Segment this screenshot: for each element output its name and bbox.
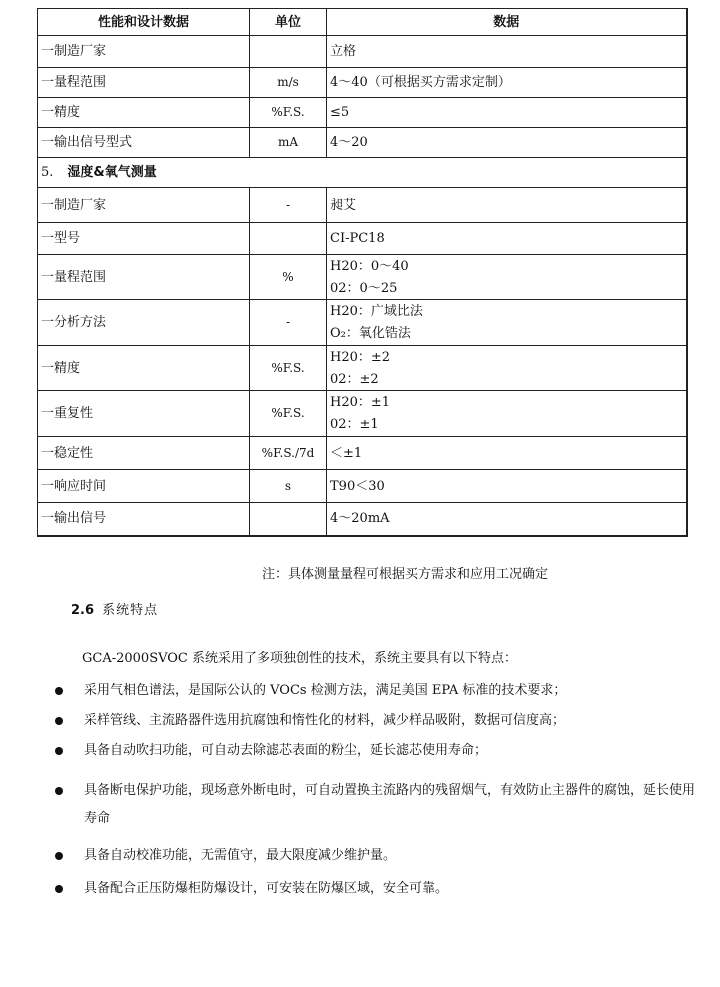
table-row xyxy=(38,223,687,255)
unit-cell xyxy=(250,36,327,68)
feature-item: 采样管线、主流路器件选用抗腐蚀和惰性化的材料，减少样品吸附，数据可信度高； xyxy=(84,713,566,728)
header-param: 性能和设计数据 xyxy=(38,9,250,36)
unit-cell: m/s xyxy=(250,68,327,98)
value-line: T90＜30 xyxy=(330,478,385,494)
table-row xyxy=(38,36,687,68)
value-cell xyxy=(327,470,687,503)
value-cell xyxy=(327,223,687,255)
param-name-cell: 一制造厂家 xyxy=(38,188,250,223)
section-title-cell xyxy=(38,158,687,188)
value-cell xyxy=(327,98,687,128)
spec-table xyxy=(37,8,688,537)
param-name-cell: 一制造厂家 xyxy=(38,36,250,68)
value-line: 昶艾 xyxy=(330,197,357,213)
table-row xyxy=(38,346,687,391)
value-line: 02：±2 xyxy=(330,371,379,387)
bullet-dot-icon xyxy=(55,787,63,795)
unit-cell: mA xyxy=(250,128,327,158)
table-row xyxy=(38,391,687,437)
section-title: 系统特点 xyxy=(102,603,159,618)
unit-cell xyxy=(250,223,327,255)
value-cell xyxy=(327,437,687,470)
bullet-dot-icon xyxy=(55,852,63,860)
feature-item: 具备自动校准功能，无需值守，最大限度减少维护量。 xyxy=(84,848,397,863)
value-cell xyxy=(327,128,687,158)
bullet-dot-icon xyxy=(55,747,63,755)
table-row xyxy=(38,503,687,536)
table-row xyxy=(38,437,687,470)
table-row xyxy=(38,300,687,346)
value-line: 4～20 xyxy=(330,135,368,150)
spec-table-body xyxy=(38,36,687,536)
unit-cell xyxy=(250,503,327,536)
section-number: 2.6 xyxy=(71,603,95,618)
header-unit: 单位 xyxy=(250,9,327,36)
unit-cell: s xyxy=(250,470,327,503)
table-row xyxy=(38,188,687,223)
feature-item: 具备自动吹扫功能，可自动去除滤芯表面的粉尘，延长滤芯使用寿命； xyxy=(84,743,488,758)
value-cell xyxy=(327,503,687,536)
bullet-dot-icon xyxy=(55,717,63,725)
unit-cell: % xyxy=(250,255,327,300)
value-cell xyxy=(327,346,687,391)
section-heading xyxy=(71,599,158,618)
param-name-cell: 一量程范围 xyxy=(38,255,250,300)
section-row-number: 5. xyxy=(41,165,54,180)
value-line: 4～20mA xyxy=(330,511,390,527)
table-note: 注：具体测量量程可根据买方需求和应用工况确定 xyxy=(262,567,549,582)
value-line: 02：0～25 xyxy=(330,280,398,296)
feature-item: 采用气相色谱法，是国际公认的 VOCs 检测方法，满足美国 EPA 标准的技术要求； xyxy=(84,683,567,698)
value-line: H20：广域比法 xyxy=(330,304,423,319)
param-name-cell: 一稳定性 xyxy=(38,437,250,470)
value-line: H20：0～40 xyxy=(330,258,409,274)
value-line: 4～40（可根据买方需求定制） xyxy=(330,75,511,90)
value-line: 立格 xyxy=(330,44,357,59)
table-row xyxy=(38,98,687,128)
value-cell xyxy=(327,36,687,68)
section-row xyxy=(38,158,687,188)
value-cell xyxy=(327,300,687,346)
intro-paragraph: GCA-2000SVOC 系统采用了多项独创性的技术，系统主要具有以下特点： xyxy=(82,651,517,666)
value-cell xyxy=(327,188,687,223)
bullet-dot-icon xyxy=(55,885,63,893)
param-name-cell: 一重复性 xyxy=(38,391,250,437)
param-name-cell: 一量程范围 xyxy=(38,68,250,98)
param-name-cell: 一精度 xyxy=(38,98,250,128)
feature-item: 具备配合正压防爆柜防爆设计，可安装在防爆区域，安全可靠。 xyxy=(84,881,449,896)
unit-cell: - xyxy=(250,300,327,346)
table-row xyxy=(38,128,687,158)
value-line: H20：±2 xyxy=(330,349,391,365)
section-row-title: 湿度&氧气测量 xyxy=(67,165,157,180)
table-row xyxy=(38,470,687,503)
unit-cell: %F.S. xyxy=(250,346,327,391)
param-name-cell: 一型号 xyxy=(38,223,250,255)
param-name-cell: 一精度 xyxy=(38,346,250,391)
unit-cell: - xyxy=(250,188,327,223)
param-name-cell: 一输出信号 xyxy=(38,503,250,536)
table-row xyxy=(38,68,687,98)
value-line: 02：±1 xyxy=(330,417,379,432)
value-line: H20：±1 xyxy=(330,395,391,410)
param-name-cell: 一分析方法 xyxy=(38,300,250,346)
table-header-row xyxy=(38,9,687,36)
value-cell xyxy=(327,68,687,98)
bullet-dot-icon xyxy=(55,687,63,695)
value-line: ≤5 xyxy=(330,105,350,120)
unit-cell: %F.S./7d xyxy=(250,437,327,470)
table-row xyxy=(38,255,687,300)
value-cell xyxy=(327,255,687,300)
feature-item: 具备断电保护功能，现场意外断电时，可自动置换主流路内的残留烟气，有效防止主器件的腐蚀，延长使用寿命 xyxy=(84,783,696,826)
value-line: ＜±1 xyxy=(330,445,363,461)
value-line: O₂：氧化锆法 xyxy=(330,326,411,341)
value-cell xyxy=(327,391,687,437)
unit-cell: %F.S. xyxy=(250,98,327,128)
header-value: 数据 xyxy=(327,9,687,36)
param-name-cell: 一输出信号型式 xyxy=(38,128,250,158)
value-line: CI-PC18 xyxy=(330,231,385,246)
unit-cell: %F.S. xyxy=(250,391,327,437)
param-name-cell: 一响应时间 xyxy=(38,470,250,503)
